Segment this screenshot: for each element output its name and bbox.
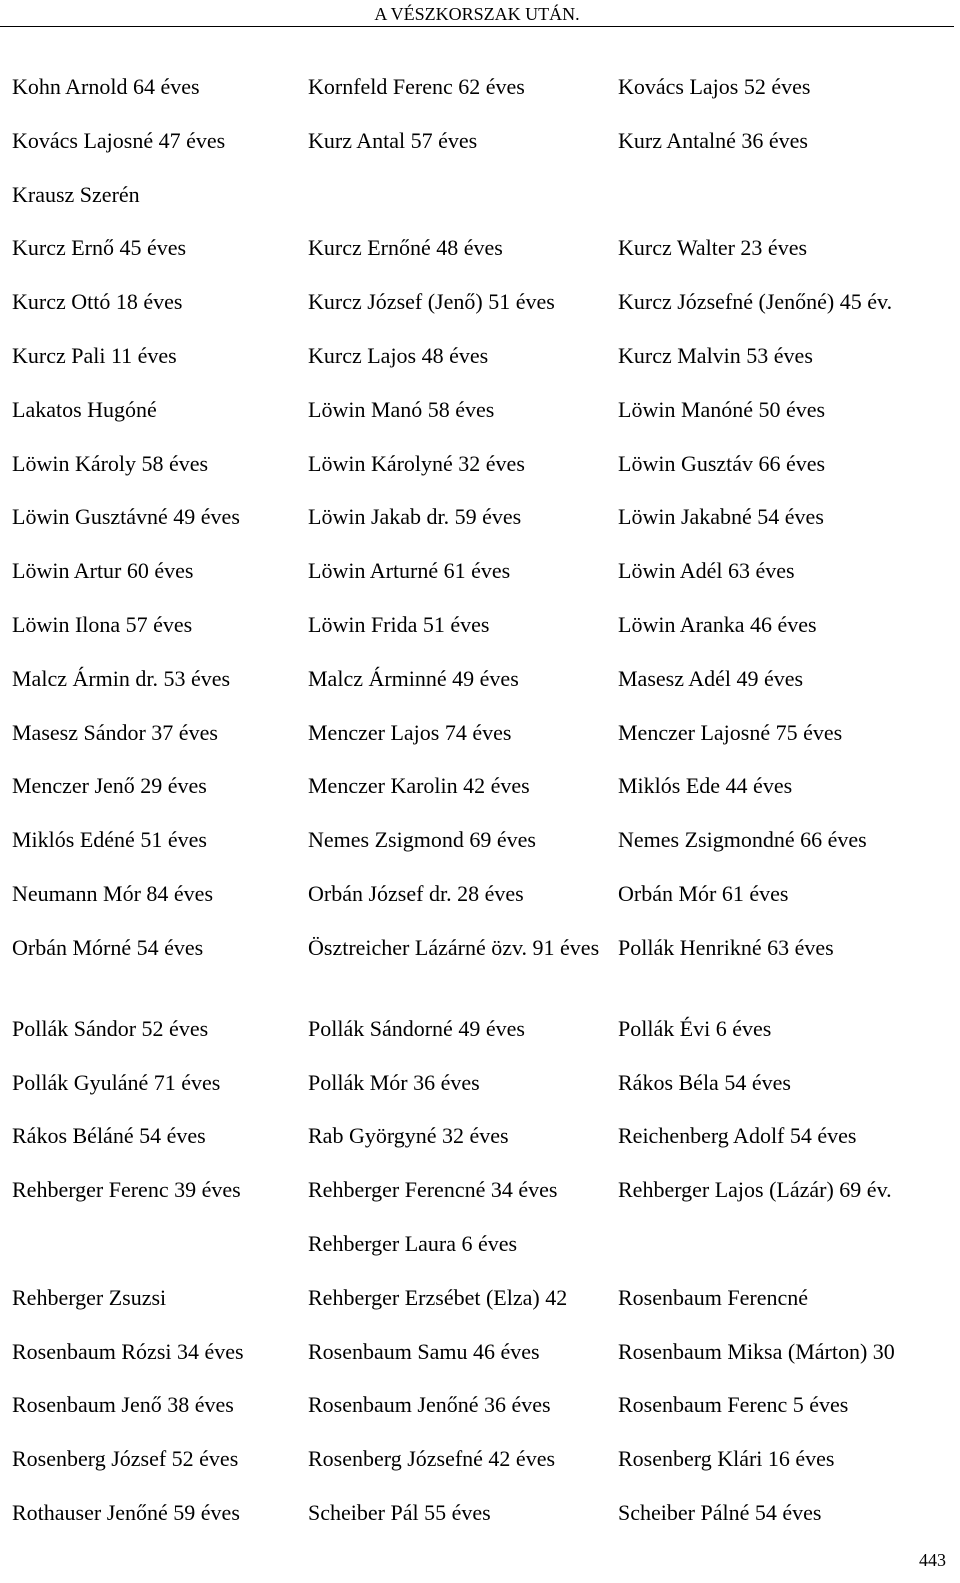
name-entry: Orbán Mórné 54 éves [12,934,204,960]
name-entry: Ösztreicher Lázárné özv. 91 éves [308,934,600,960]
name-entry: Löwin Ilona 57 éves [12,611,193,637]
name-entry: Lakatos Hugóné [12,396,157,422]
name-entry: Masesz Sándor 37 éves [12,719,218,745]
name-entry: Rosenberg József 52 éves [12,1446,239,1472]
name-entry: Menczer Karolin 42 éves [308,773,530,799]
name-entry: Löwin Frida 51 éves [308,611,490,637]
name-entry: Pollák Sándorné 49 éves [308,1015,525,1041]
table-row [12,1010,952,1064]
name-entry: Pollák Mór 36 éves [308,1069,480,1095]
name-entry: Kohn Arnold 64 éves [12,74,200,99]
name-entry: Kurcz Malvin 53 éves [618,342,813,368]
table-row [12,176,952,230]
table-row [12,660,952,714]
name-entry: Löwin Aranka 46 éves [618,611,817,637]
name-entry: Rákos Béla 54 éves [618,1069,791,1095]
name-entry: Rehberger Lajos (Lázár) 69 év. [618,1177,892,1203]
name-entry: Rosenbaum Jenő 38 éves [12,1392,234,1418]
table-row [12,1279,952,1333]
name-entry: Pollák Gyuláné 71 éves [12,1069,221,1095]
name-entry: Pollák Évi 6 éves [618,1015,772,1041]
table-row [12,875,952,929]
name-entry: Kurcz Ernő 45 éves [12,235,187,261]
table-row [12,229,952,283]
name-entry: Kurz Antal 57 éves [308,127,478,153]
name-entry: Kurcz Józsefné (Jenőné) 45 év. [618,289,893,315]
name-entry: Miklós Edéné 51 éves [12,827,207,853]
table-row [12,767,952,821]
name-entry: Kurcz Pali 11 éves [12,342,177,368]
name-entry: Löwin Gusztávné 49 éves [12,504,240,530]
name-list-table [12,68,952,1548]
name-entry: Krausz Szerén [12,181,140,207]
table-row [12,391,952,445]
name-entry: Löwin Jakabné 54 éves [618,504,824,530]
table-row [12,445,952,499]
name-entry: Menczer Lajosné 75 éves [618,719,843,745]
name-entry: Rehberger Zsuzsi [12,1284,167,1310]
name-entry: Löwin Manó 58 éves [308,396,495,422]
table-row [12,606,952,660]
name-entry: Rosenbaum Miksa (Márton) 30 [618,1338,895,1364]
table-row [12,821,952,875]
name-entry: Kurz Antalné 36 éves [618,127,808,153]
name-entry: Kurcz Ernőné 48 éves [308,235,503,261]
name-entry: Löwin Jakab dr. 59 éves [308,504,522,530]
name-entry: Scheiber Pál 55 éves [308,1499,491,1525]
name-entry: Kovács Lajos 52 éves [618,74,811,99]
table-row [12,1440,952,1494]
table-row [12,122,952,176]
name-entry: Pollák Henrikné 63 éves [618,934,834,960]
name-entry: Reichenberg Adolf 54 éves [618,1123,857,1149]
table-row [12,1117,952,1171]
table-row [12,1333,952,1387]
table-row [12,283,952,337]
name-entry: Scheiber Pálné 54 éves [618,1499,822,1525]
name-entry: Rab Györgyné 32 éves [308,1123,509,1149]
name-entry: Rosenberg Józsefné 42 éves [308,1446,556,1472]
name-entry: Rehberger Ferencné 34 éves [308,1177,558,1203]
name-entry: Kurcz Lajos 48 éves [308,342,489,368]
name-entry: Löwin Arturné 61 éves [308,558,511,584]
name-entry: Malcz Árminné 49 éves [308,665,519,691]
table-row [12,68,952,122]
name-entry: Löwin Károlyné 32 éves [308,450,525,476]
name-entry: Kurcz Walter 23 éves [618,235,808,261]
name-entry: Masesz Adél 49 éves [618,665,804,691]
name-entry [308,176,618,230]
name-entry: Nemes Zsigmond 69 éves [308,827,536,853]
table-row [12,714,952,768]
name-entry: Kurcz Ottó 18 éves [12,289,183,315]
name-entry: Löwin Gusztáv 66 éves [618,450,826,476]
name-entry: Rothauser Jenőné 59 éves [12,1499,240,1525]
name-entry: Rosenbaum Rózsi 34 éves [12,1338,244,1364]
name-entry [618,1225,952,1279]
table-row [12,929,952,1010]
name-entry: Rehberger Ferenc 39 éves [12,1177,241,1203]
name-entry: Pollák Sándor 52 éves [12,1015,209,1041]
name-entry [618,176,952,230]
name-entry: Löwin Adél 63 éves [618,558,795,584]
running-header [0,0,954,27]
table-row [12,337,952,391]
name-entry: Rehberger Laura 6 éves [308,1230,518,1256]
name-entry: Kornfeld Ferenc 62 éves [308,74,525,99]
page-number: 443 [919,1550,946,1570]
name-entry: Rákos Béláné 54 éves [12,1123,206,1149]
name-entry: Menczer Lajos 74 éves [308,719,512,745]
name-entry: Rosenberg Klári 16 éves [618,1446,835,1472]
name-entry: Miklós Ede 44 éves [618,773,793,799]
name-entry: Orbán József dr. 28 éves [308,880,524,906]
name-entry: Löwin Manóné 50 éves [618,396,826,422]
name-entry: Rosenbaum Ferenc 5 éves [618,1392,849,1418]
name-entry: Kovács Lajosné 47 éves [12,127,226,153]
name-entry: Kurcz József (Jenő) 51 éves [308,289,555,315]
name-entry: Orbán Mór 61 éves [618,880,789,906]
name-entry: Rosenbaum Samu 46 éves [308,1338,540,1364]
table-row [12,1171,952,1225]
name-entry: Rosenbaum Ferencné [618,1284,808,1310]
table-row [12,1386,952,1440]
name-entry: Rehberger Erzsébet (Elza) 42 [308,1284,568,1310]
name-entry: Menczer Jenő 29 éves [12,773,207,799]
name-entry: Neumann Mór 84 éves [12,880,214,906]
name-entry: Löwin Artur 60 éves [12,558,194,584]
table-row [12,1064,952,1118]
name-entry: Löwin Károly 58 éves [12,450,209,476]
running-header-title: A VÉSZKORSZAK UTÁN. [374,4,580,24]
table-row [12,498,952,552]
name-entry: Malcz Ármin dr. 53 éves [12,665,231,691]
name-entry [12,1225,308,1279]
name-entry: Rosenbaum Jenőné 36 éves [308,1392,551,1418]
table-row [12,1494,952,1548]
table-row [12,1225,952,1279]
name-entry: Nemes Zsigmondné 66 éves [618,827,867,853]
table-row [12,552,952,606]
